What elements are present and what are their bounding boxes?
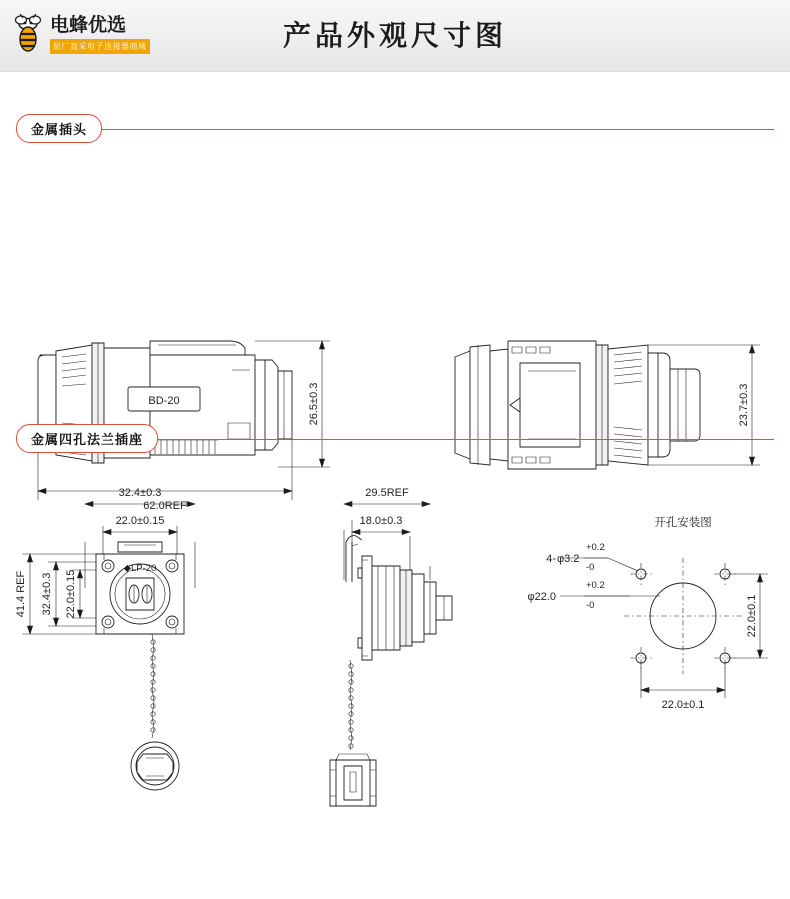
panel-hole-note-tol-up: +0.2	[586, 542, 605, 553]
page-footer-space	[0, 887, 790, 899]
panel-dim-bottom: 22.0±0.1	[661, 699, 705, 711]
flange-front-dimensions-left	[15, 554, 96, 634]
flange-front-dim-left-inner: 22.0±0.15	[65, 569, 77, 619]
plug-dim-length: 62.0REF	[143, 500, 187, 512]
panel-dim-right: 22.0±0.1	[746, 594, 758, 638]
panel-center-note-tol-up: +0.2	[586, 580, 605, 591]
section-label-plug: 金属插头	[16, 114, 102, 143]
flange-front-cap-chain	[131, 634, 179, 790]
plug-dim-right-height: 23.7±0.3	[738, 383, 750, 427]
section-header-plug	[0, 110, 790, 146]
section-rule	[16, 129, 774, 130]
brand-name: 电蜂优选	[50, 14, 127, 36]
brand-tagline: 原厂直采电子连接器商城	[50, 39, 150, 54]
panel-hole-note-qty: 4-	[546, 553, 556, 565]
panel-cutout-title: 开孔安装图	[654, 517, 712, 529]
page-title: 产品外观尺寸图	[282, 20, 507, 51]
plug-dim-left-height: 26.5±0.3	[308, 382, 320, 426]
section-header-flange	[0, 420, 790, 456]
panel-hole-note-tol-dn: -0	[586, 562, 595, 573]
panel-center-note-tol-dn: -0	[586, 600, 595, 611]
panel-cutout-diagram	[527, 515, 768, 711]
flange-front-view	[85, 487, 195, 634]
flange-front-dim-left-outer: 41.4 REF	[15, 570, 27, 618]
flange-front-dim-outer-top: 32.4±0.3	[118, 487, 162, 499]
section-label-flange: 金属四孔法兰插座	[16, 424, 158, 453]
flange-drawing	[0, 470, 790, 870]
plug-part-label: BD-20	[148, 395, 180, 407]
flange-side-dim-inner-top: 18.0±0.3	[359, 515, 403, 527]
flange-side-dim-outer-top: 29.5REF	[365, 487, 409, 499]
flange-side-cap-chain	[330, 660, 376, 806]
panel-hole-note-dia: φ3.2	[557, 553, 580, 565]
flange-side-view	[344, 487, 452, 660]
page-header	[0, 0, 790, 72]
flange-front-brand-mark: ◆LP-20	[123, 563, 157, 574]
panel-center-note-dia: φ22.0	[527, 591, 556, 603]
flange-front-dim-inner-top: 22.0±0.15	[115, 515, 165, 527]
flange-front-dim-left-mid: 32.4±0.3	[41, 572, 53, 616]
